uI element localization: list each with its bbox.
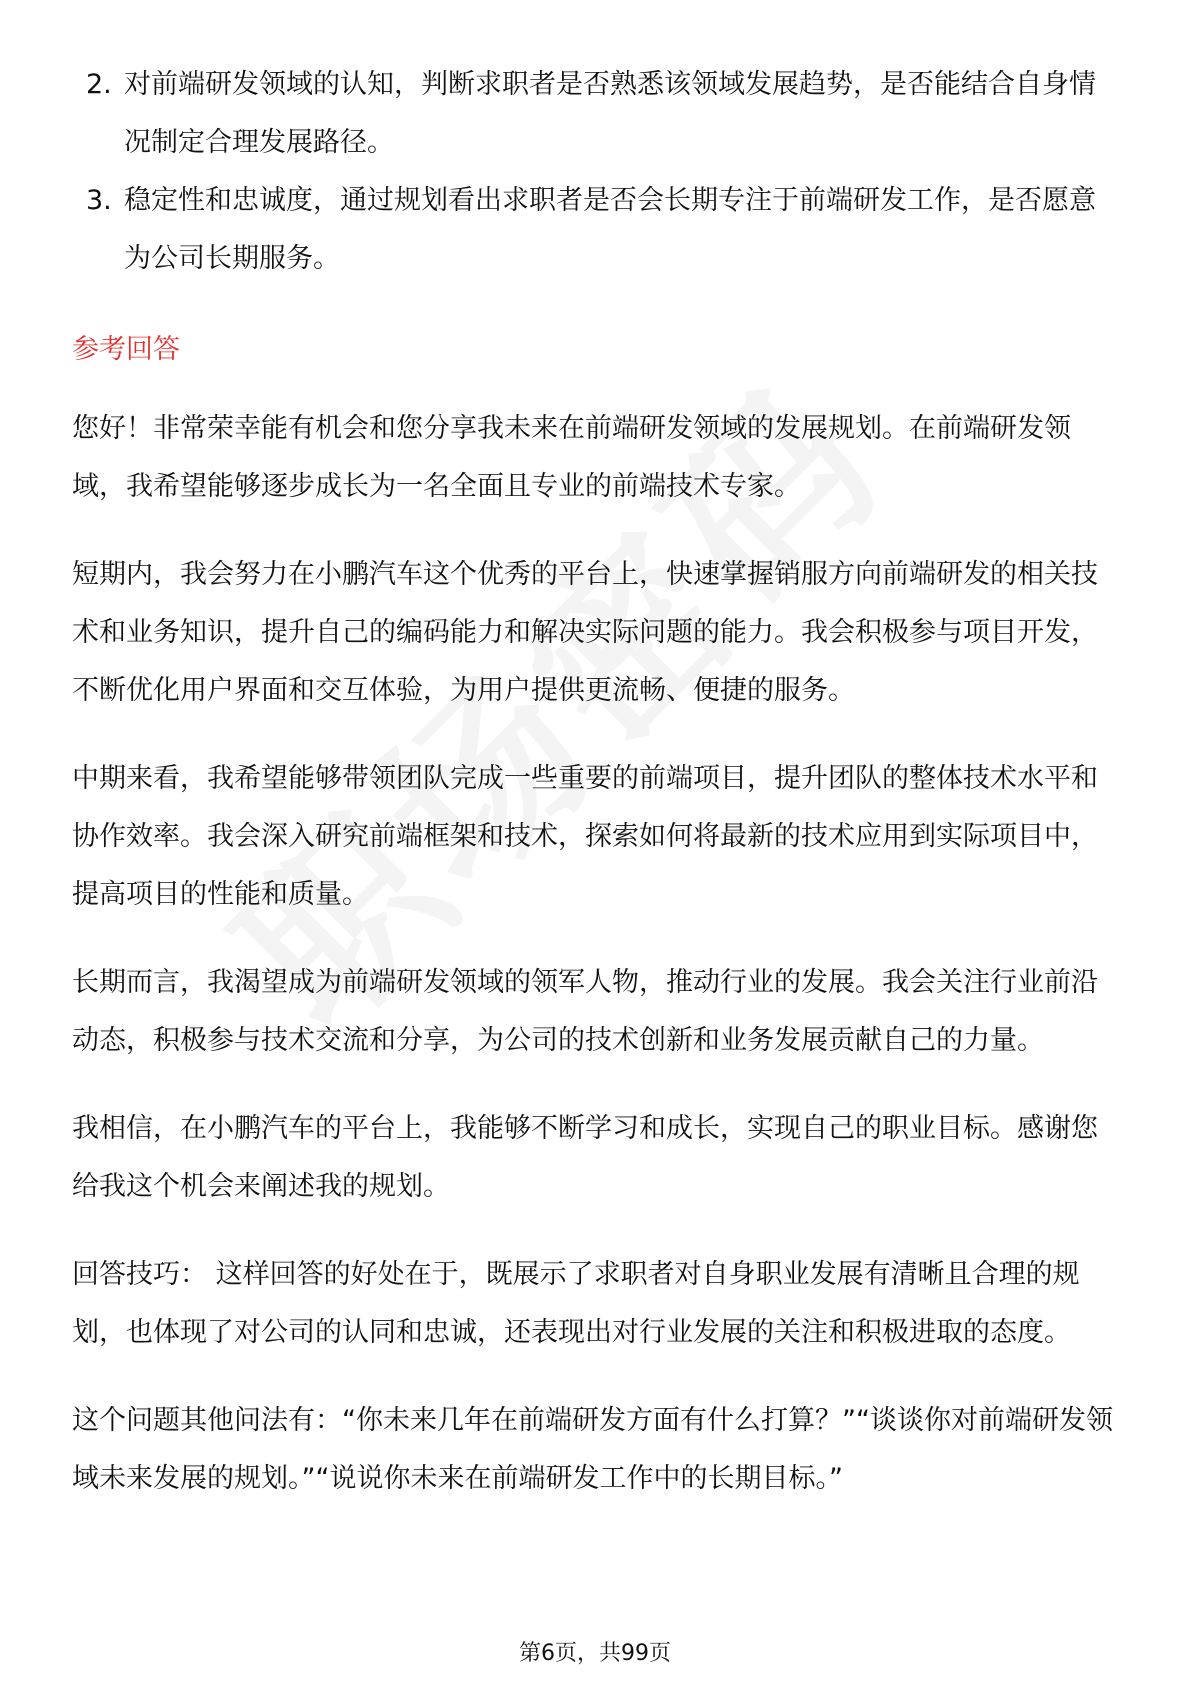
answer-paragraph-intro: 您好！非常荣幸能有机会和您分享我未来在前端研发领域的发展规划。在前端研发领域，我希望能够逐步成长为一名全面且专业的前端技术专家。 xyxy=(72,413,1071,502)
list-item-number: 3. xyxy=(86,185,112,216)
list-item xyxy=(72,56,1122,172)
list-item-number: 2. xyxy=(86,69,112,100)
answer-paragraph-closing: 我相信，在小鹏汽车的平台上，我能够不断学习和成长，实现自己的职业目标。感谢您给我这个机会来阐述我的规划。 xyxy=(72,1113,1098,1202)
answer-paragraph-mid-term: 中期来看，我希望能够带领团队完成一些重要的前端项目，提升团队的整体技术水平和协作效率。我会深入研究前端框架和技术，探索如何将最新的技术应用到实际项目中，提高项目的性能和质量。 xyxy=(72,763,1098,910)
evaluation-points-list xyxy=(72,56,1122,288)
list-item-text: 稳定性和忠诚度，通过规划看出求职者是否会长期专注于前端研发工作，是否愿意为公司长期服务。 xyxy=(124,185,1096,274)
list-item xyxy=(72,172,1122,288)
list-item-text: 对前端研发领域的认知，判断求职者是否熟悉该领域发展趋势，是否能结合自身情况制定合理发展路径。 xyxy=(124,69,1096,158)
page-number-footer: 第6页，共99页 xyxy=(519,1641,671,1666)
document-body xyxy=(72,56,1122,1538)
section-title: 参考回答 xyxy=(72,334,180,365)
answer-paragraph-short-term: 短期内，我会努力在小鹏汽车这个优秀的平台上，快速掌握销服方向前端研发的相关技术和业务知识，提升自己的编码能力和解决实际问题的能力。我会积极参与项目开发，不断优化用户界面和交互体验，为用户提供更流畅、便捷的服务。 xyxy=(72,559,1098,706)
answer-tips-paragraph: 回答技巧： 这样回答的好处在于，既展示了求职者对自身职业发展有清晰且合理的规划，也体现了对公司的认同和忠诚，还表现出对行业发展的关注和积极进取的态度。 xyxy=(72,1259,1080,1348)
answer-paragraph-long-term: 长期而言，我渴望成为前端研发领域的领军人物，推动行业的发展。我会关注行业前沿动态，积极参与技术交流和分享，为公司的技术创新和业务发展贡献自己的力量。 xyxy=(72,967,1098,1056)
alternative-questions-paragraph: 这个问题其他问法有：“你未来几年在前端研发方面有什么打算？”“谈谈你对前端研发领域未来发展的规划。”“说说你未来在前端研发工作中的长期目标。” xyxy=(72,1405,1113,1494)
